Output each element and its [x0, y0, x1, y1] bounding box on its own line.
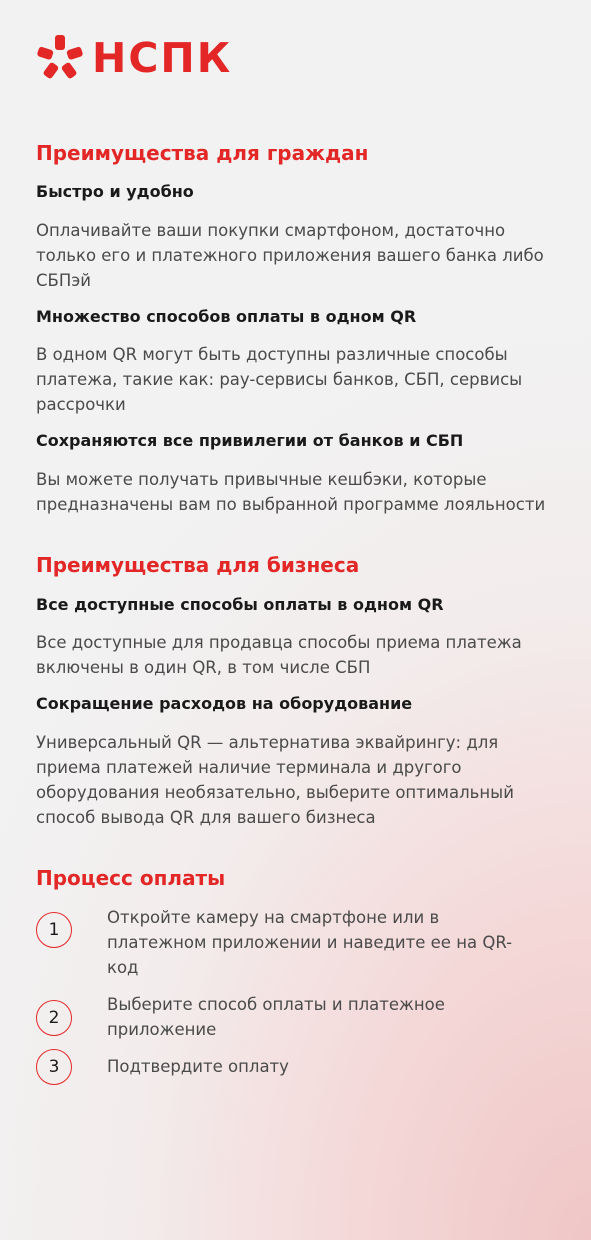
step-number-badge: 3: [36, 1049, 72, 1085]
process-step: [36, 908, 513, 977]
business-item-title: Все доступные способы оплаты в одном QR: [36, 595, 444, 614]
step-text: Откройте камеру на смартфоне или в платежном приложении и наведите ее на QR-код: [107, 908, 513, 977]
citizens-section-title: Преимущества для граждан: [36, 141, 369, 165]
process-step: [36, 995, 445, 1039]
step-text: Подтвердите оплату: [107, 1057, 289, 1076]
brand-name: НСПК: [92, 34, 233, 82]
citizens-item-text: Вы можете получать привычные кешбэки, которые предназначены вам по выбранной программе лояльности: [36, 470, 546, 514]
step-text: Выберите способ оплаты и платежное приложение: [107, 995, 445, 1039]
step-number-badge: 1: [36, 912, 72, 948]
business-item-text: Универсальный QR — альтернатива эквайрингу: для приема платежей наличие терминала и другого оборудования необязательно, выберите оптимальный способ вывода QR для вашего бизнеса: [36, 733, 514, 827]
citizens-item-text: Оплачивайте ваши покупки смартфоном, достаточно только его и платежного приложения вашего банка либо СБПэй: [36, 221, 544, 290]
process-step: [36, 1049, 289, 1085]
step-number-badge: 2: [36, 1000, 72, 1036]
citizens-item-text: В одном QR могут быть доступны различные способы платежа, такие как: pay-сервисы банков, СБП, сервисы рассрочки: [36, 345, 523, 414]
citizens-item-title: Множество способов оплаты в одном QR: [36, 307, 417, 326]
process-section-title: Процесс оплаты: [36, 866, 226, 890]
business-section-title: Преимущества для бизнеса: [36, 553, 360, 577]
nspk-star-icon: [36, 34, 84, 82]
brand-logo: [36, 34, 232, 82]
business-item-title: Сокращение расходов на оборудование: [36, 694, 413, 713]
citizens-item-title: Быстро и удобно: [36, 182, 194, 201]
citizens-item-title: Сохраняются все привилегии от банков и СБП: [36, 431, 464, 450]
business-item-text: Все доступные для продавца способы приема платежа включены в один QR, в том числе СБП: [36, 633, 522, 677]
